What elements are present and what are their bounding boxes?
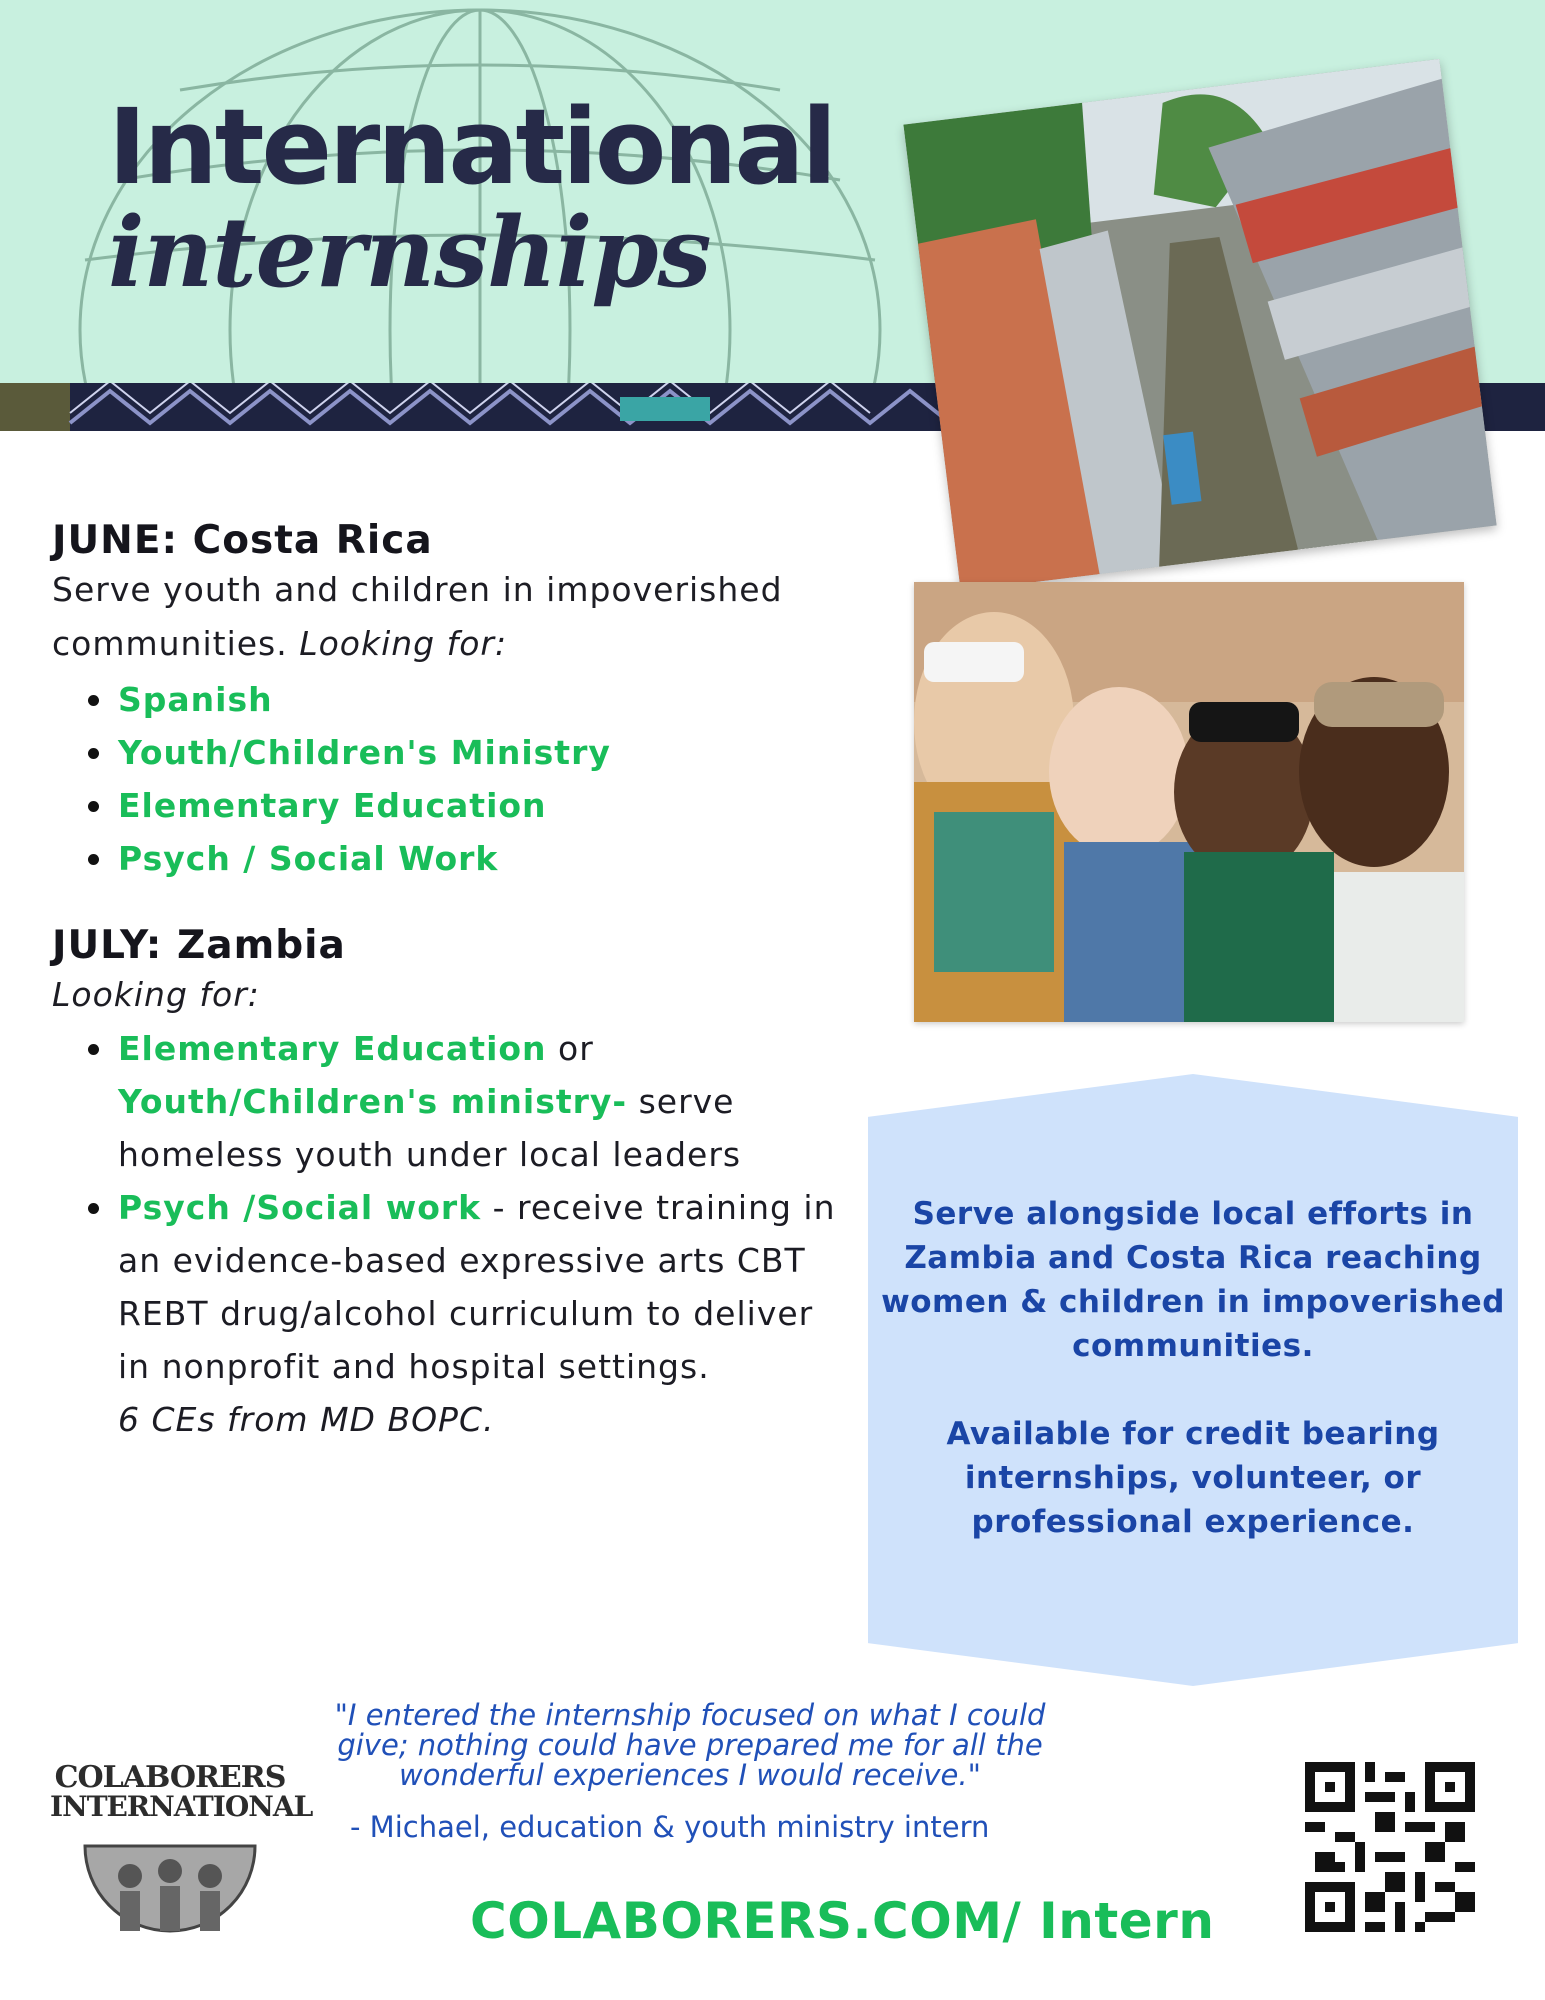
- item-ces: 6 CEs from MD BOPC.: [118, 1400, 495, 1439]
- photo-community-street: [903, 59, 1496, 591]
- list-item: Psych / Social Work: [118, 832, 852, 885]
- list-item: [118, 1181, 852, 1446]
- logo-line1: COLABORERS: [54, 1760, 286, 1795]
- logo-emblem-icon: [80, 1826, 260, 1986]
- item-psych-social-work: Psych /Social work: [118, 1188, 482, 1227]
- callout-para1: Serve alongside local efforts in Zambia and Costa Rica reaching women & children in impoverished communities.: [881, 1196, 1505, 1364]
- logo-line2: INTERNATIONAL: [50, 1790, 313, 1823]
- testimonial-quote: "I entered the internship focused on what I could give; nothing could have prepared me for all the wonderful experiences I would receive.": [334, 1698, 1046, 1792]
- item-youth-desc: serve homeless youth under local leaders: [118, 1082, 742, 1174]
- july-list: [52, 1022, 852, 1446]
- website-link[interactable]: COLABORERS.COM/ Intern: [470, 1892, 1215, 1950]
- item-elementary-education: Elementary Education: [118, 1029, 547, 1068]
- title-internships: internships: [108, 196, 711, 309]
- item-youth-ministry: Youth/Children's ministry-: [118, 1082, 628, 1121]
- june-looking-for: Looking for:: [299, 624, 508, 663]
- qr-code-icon[interactable]: [1305, 1762, 1475, 1932]
- photo-interns-group: [914, 582, 1464, 1022]
- june-heading: JUNE: Costa Rica: [52, 518, 433, 563]
- internship-details: [52, 518, 852, 1446]
- item-psych-desc: - receive training in an evidence-based expressive arts CBT REBT drug/alcohol curriculum to deliver in nonprofit and hospital settings.: [118, 1188, 836, 1386]
- june-list: [52, 673, 852, 885]
- callout-text: [880, 1192, 1506, 1544]
- list-item: [118, 1022, 852, 1181]
- july-heading: JULY: Zambia: [52, 923, 346, 968]
- june-desc-text: Serve youth and children in impoverished communities.: [52, 570, 783, 663]
- colaborers-logo: [50, 1760, 313, 1990]
- june-description: [52, 563, 852, 671]
- item-or: or: [546, 1029, 594, 1068]
- list-item: Elementary Education: [118, 779, 852, 832]
- list-item: Youth/Children's Ministry: [118, 726, 852, 779]
- july-looking-for: Looking for:: [52, 975, 260, 1014]
- list-item: Spanish: [118, 673, 852, 726]
- title-international: International: [108, 86, 835, 208]
- callout-para2: Available for credit bearing internships, volunteer, or professional experience.: [946, 1416, 1440, 1540]
- testimonial-attribution: - Michael, education & youth ministry intern: [350, 1810, 990, 1844]
